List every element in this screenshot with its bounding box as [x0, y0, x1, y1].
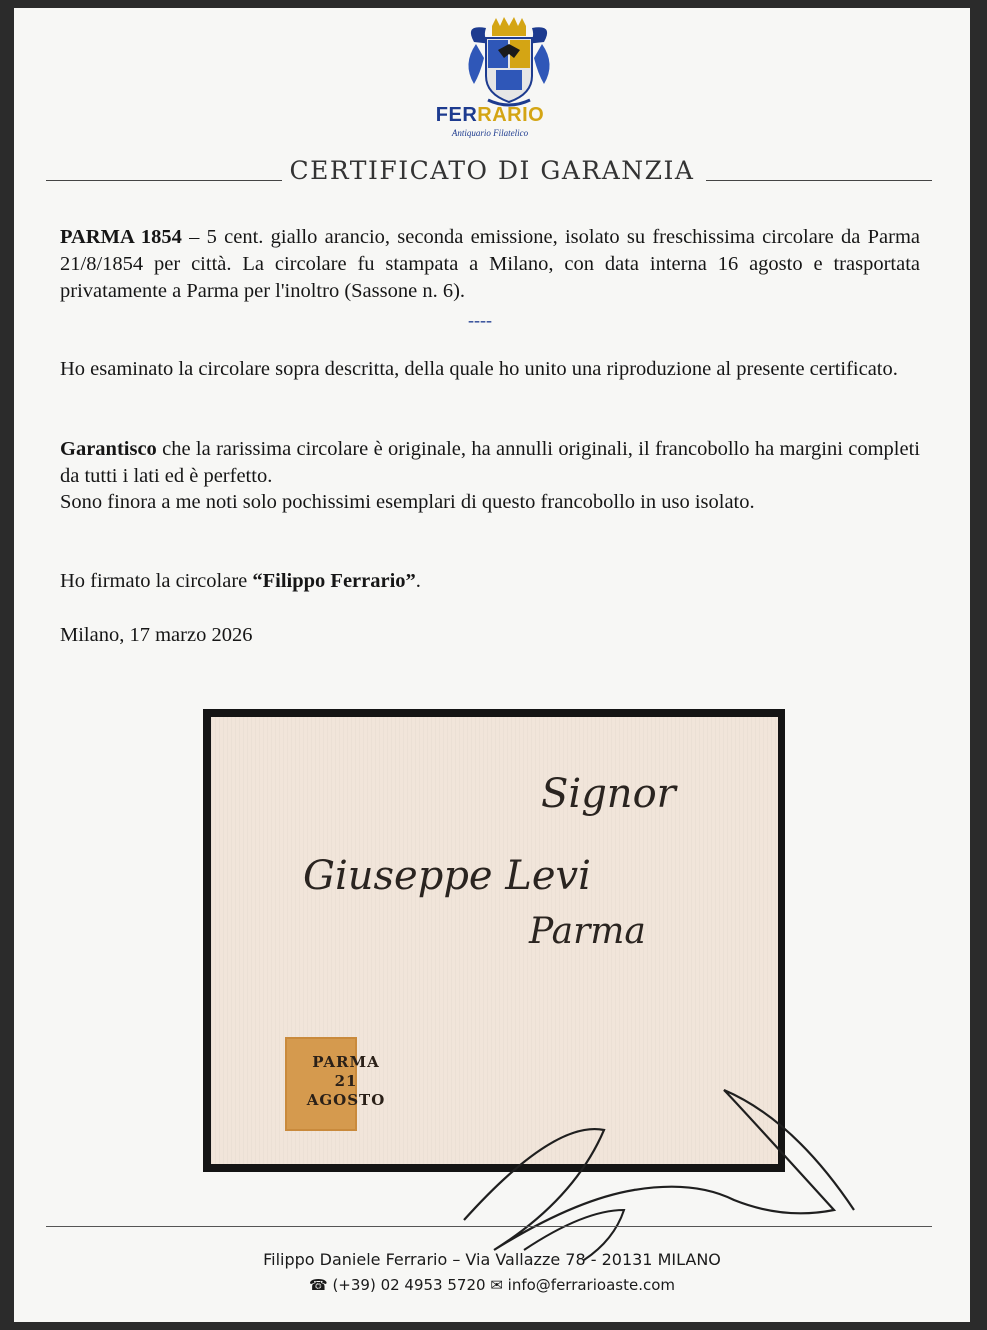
footer-rule [46, 1226, 932, 1227]
address-line-2: Giuseppe Levi [303, 853, 591, 899]
footer-name: Filippo Daniele Ferrario [263, 1250, 448, 1269]
address-line-3: Parma [529, 911, 646, 952]
examination-paragraph: Ho esaminato la circolare sopra descritta, della quale ho unito una riproduzione al presente certificato. [60, 358, 898, 380]
postmark [291, 1053, 401, 1110]
guarantee-text: che la rarissima circolare è originale, ha annulli originali, il francobollo ha margini completi da tutti i lati ed è perfetto. [60, 438, 920, 487]
description-lead: PARMA 1854 [60, 226, 182, 248]
signed-statement [60, 568, 920, 595]
phone-icon: ☎ [308, 1276, 333, 1294]
description-text: – 5 cent. giallo arancio, seconda emissione, isolato su freschissima circolare da Parma 21/8/1854 per città. La circolare fu stampata a Milano, con data interna 16 agosto e trasportata privatamente a Parma per l'inoltro (Sassone n. 6). [60, 226, 920, 302]
footer-phone: (+39) 02 4953 5720 [332, 1276, 486, 1294]
postmark-line-3: AGOSTO [306, 1091, 386, 1109]
brand-part-1: FER [435, 104, 478, 126]
description-paragraph [60, 224, 920, 305]
signed-text: Ho firmato la circolare [60, 570, 253, 592]
signed-end: . [415, 570, 421, 592]
address-line-1: Signor [541, 771, 676, 817]
certificate-sheet [14, 8, 970, 1322]
footer-contact-line [14, 1276, 970, 1294]
rarity-paragraph: Sono finora a me noti solo pochissimi esemplari di questo francobollo in uso isolato. [60, 491, 755, 513]
footer-email[interactable]: info@ferrarioaste.com [507, 1276, 675, 1294]
brand-wordmark [420, 104, 560, 127]
guarantee-paragraph [60, 436, 920, 490]
brand-subtitle: Antiquario Filatelico [451, 128, 529, 138]
footer-address: – Via Vallazze 78 - 20131 MILANO [447, 1250, 721, 1269]
footer-name-line [14, 1250, 970, 1269]
postmark-line-2: 21 [334, 1072, 358, 1090]
certificate-title: CERTIFICATO DI GARANZIA [289, 156, 695, 185]
place-date: Milano, 17 marzo 2026 [60, 624, 253, 646]
brand-part-2: RARIO [477, 104, 545, 126]
signer-name: “Filippo Ferrario” [252, 570, 416, 592]
envelope-icon: ✉ [485, 1276, 508, 1294]
separator: ---- [468, 310, 492, 330]
postmark-line-1: PARMA [312, 1053, 380, 1071]
guarantee-lead: Garantisco [60, 438, 157, 460]
